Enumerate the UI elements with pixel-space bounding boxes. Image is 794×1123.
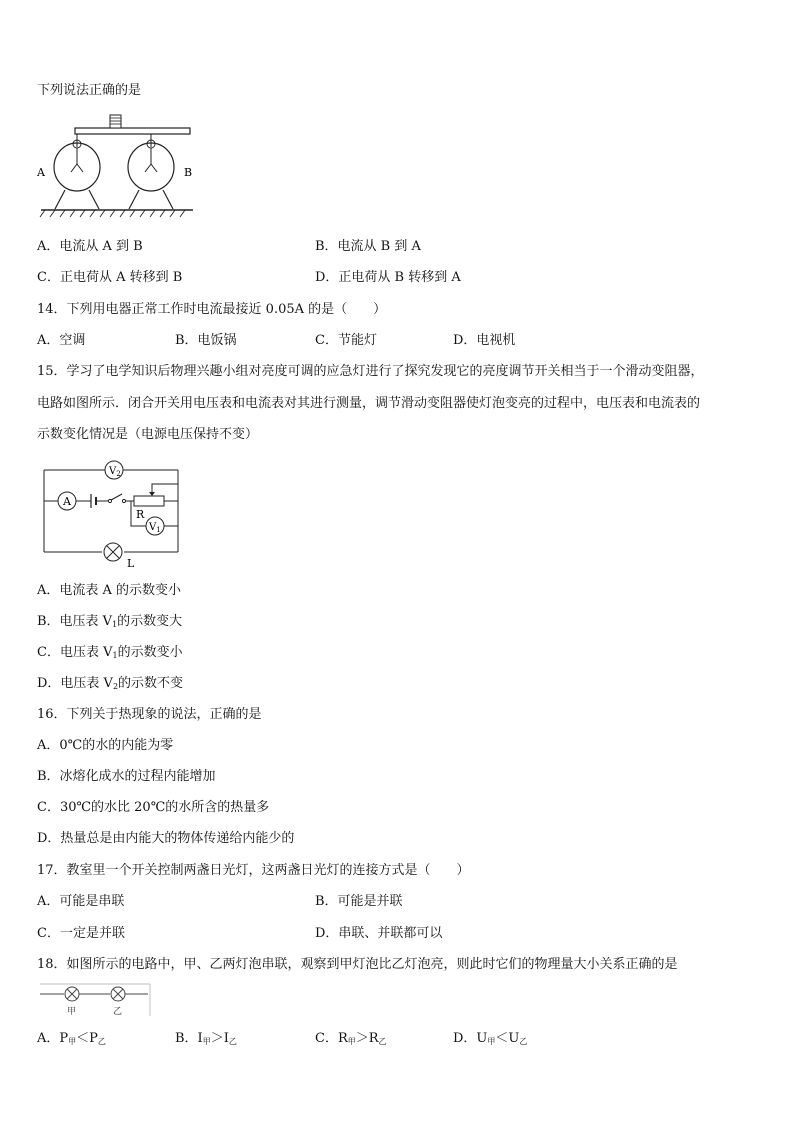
q14-option-b: B．电饭锅 [175,333,237,348]
v1-label: $V_1$ [149,522,161,534]
q17-option-d: D．串联、并联都可以 [315,926,443,941]
q17-option-c: C．一定是并联 [37,926,125,941]
q13-stem: 下列说法正确的是 [37,83,142,98]
q14-option-c: C．节能灯 [315,333,377,348]
q15-circuit-figure [36,456,186,571]
v2-label: $V_2$ [109,466,121,478]
label-b: B [184,166,193,179]
q18-option-b: B．$I_甲>I_乙$ [175,1031,237,1046]
q18-option-d: D．$U_甲<U_乙$ [453,1031,528,1046]
q17-stem: 17．教室里一个开关控制两盏日光灯，这两盏日光灯的连接方式是（ ） [37,863,470,878]
q16-option-b: B．冰熔化成水的过程内能增加 [37,769,216,784]
q16-option-a: A．0℃的水的内能为零 [37,738,174,753]
lamp-yi-label: 乙 [113,1007,123,1017]
q16-option-c: C．30℃的水比 20℃的水所含的热量多 [37,800,270,815]
rheostat-label: R [136,508,145,521]
q14-option-d: D．电视机 [453,333,516,348]
q14-option-a: A．空调 [37,333,86,348]
label-a: A [37,166,45,179]
q15-option-b: B．电压表 $V_1$的示数变大 [37,614,183,629]
q15-stem-line-3: 示数变化情况是（电源电压保持不变） [37,427,259,442]
q16-stem: 16．下列关于热现象的说法，正确的是 [37,707,262,722]
q13-electroscope-figure [35,112,200,220]
q18-option-a: A．$P_甲<P_乙$ [37,1031,106,1046]
q15-option-a: A．电流表 A 的示数变小 [37,583,182,598]
q17-option-a: A．可能是串联 [37,894,125,909]
q13-option-d: D．正电荷从 B 转移到 A [315,270,461,285]
ammeter-label: A [63,495,71,508]
q15-option-c: C．电压表 $V_1$的示数变小 [37,645,183,660]
q13-option-a: A．电流从 A 到 B [37,239,143,254]
q18-option-c: C．$R_甲>R_乙$ [315,1031,387,1046]
q13-option-b: B．电流从 B 到 A [315,239,421,254]
q15-stem-line-1: 15．学习了电学知识后物理兴趣小组对亮度可调的应急灯进行了探究发现它的亮度调节开关相当于一个滑动变阻器， [37,364,704,379]
q15-option-d: D．电压表 $V_2$的示数不变 [37,676,184,691]
q18-stem: 18．如图所示的电路中，甲、乙两灯泡串联，观察到甲灯泡比乙灯泡亮，则此时它们的物理量大小关系正确的是 [37,957,678,972]
q18-circuit-figure [38,982,154,1018]
q15-stem-line-2: 电路如图所示．闭合开关用电压表和电流表对其进行测量，调节滑动变阻器使灯泡变亮的过程中，电压表和电流表的 [37,396,701,411]
q14-stem: 14．下列用电器正常工作时电流最接近 0.05A 的是（ ） [37,302,387,317]
lamp-jia-label: 甲 [67,1007,77,1017]
q13-option-c: C．正电荷从 A 转移到 B [37,270,183,285]
lamp-label: L [127,557,135,570]
q16-option-d: D．热量总是由内能大的物体传递给内能少的 [37,831,295,846]
q17-option-b: B．可能是并联 [315,894,403,909]
